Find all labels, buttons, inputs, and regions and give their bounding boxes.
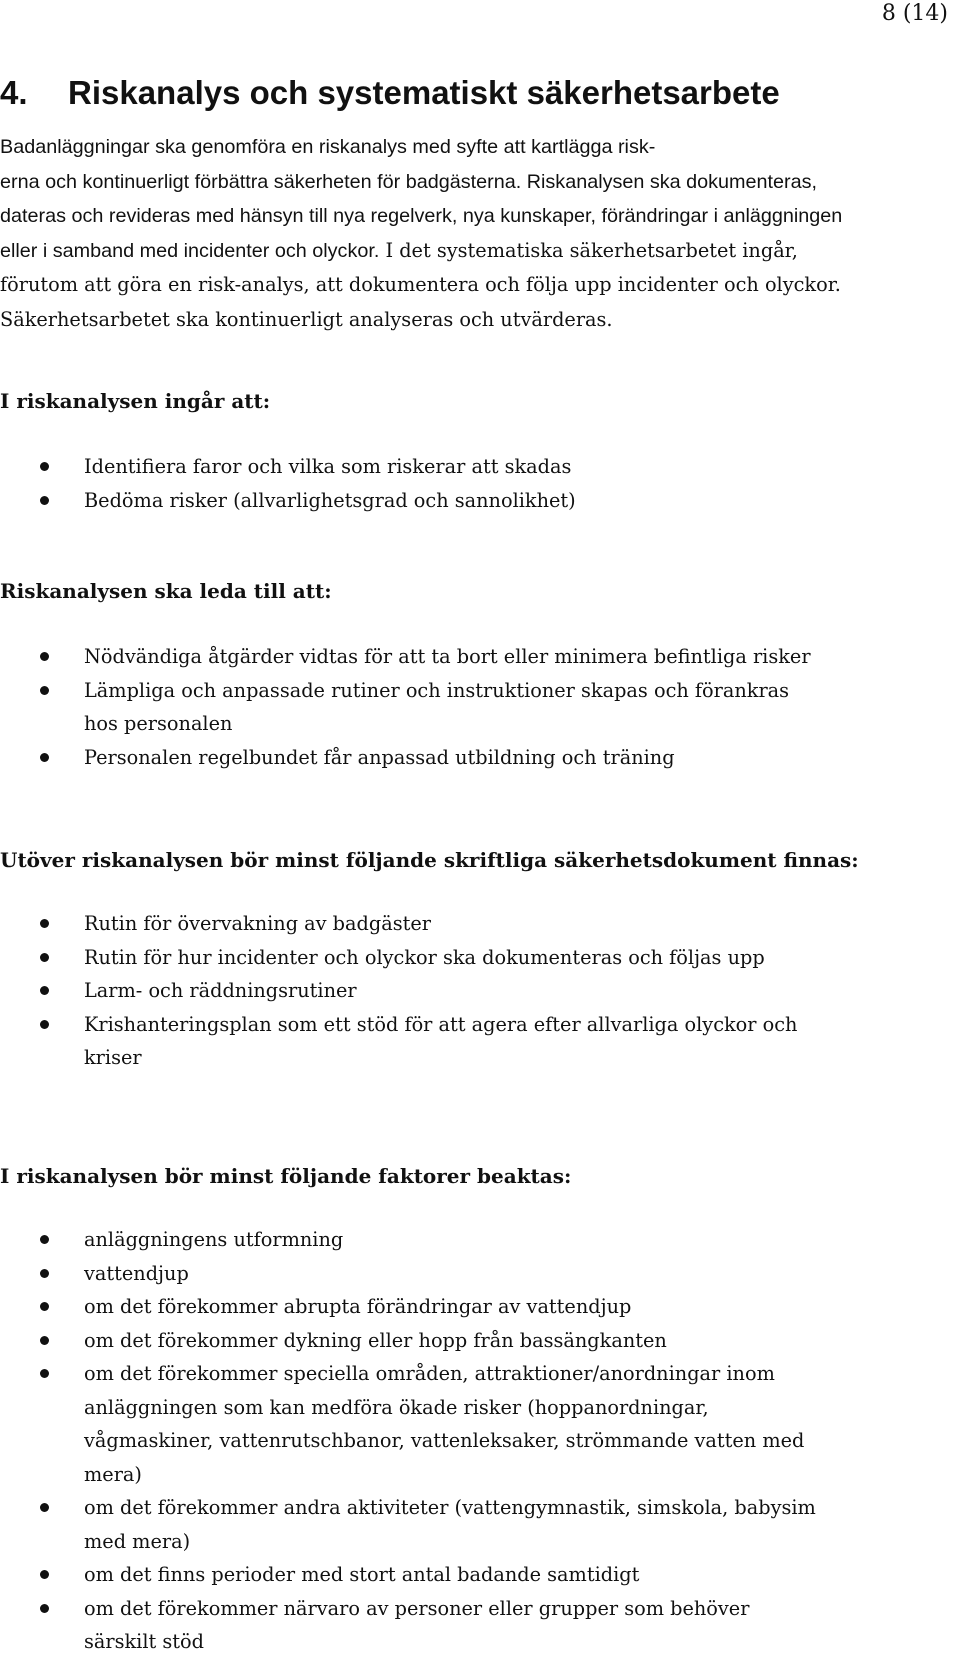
list-item-text: Rutin för övervakning av badgäster: [84, 912, 431, 935]
bullet-icon: [40, 1269, 49, 1278]
list-item: [0, 1257, 824, 1291]
section-riskanalys-ingar: [0, 384, 880, 517]
list-item: [0, 974, 824, 1008]
bullet-icon: [40, 1369, 49, 1378]
list-item-text: Nödvändiga åtgärder vidtas för att ta bort eller minimera befintliga risker: [84, 645, 811, 668]
list-item-text: om det förekommer dykning eller hopp från bassängkanten: [84, 1328, 667, 1352]
bullet-icon: [40, 1020, 49, 1029]
bullet-icon: [40, 1604, 49, 1613]
bullet-icon: [40, 1302, 49, 1311]
list-item: [0, 741, 824, 775]
section-heading: I riskanalysen bör minst följande faktorer beaktas:: [0, 1164, 572, 1188]
list-item: [0, 907, 824, 941]
intro-text-part4: I det systematiska säkerhetsarbetet ingår, förutom att göra en risk-analys, att dokumentera och följa upp incidenter och olyckor. Säkerhetsarbetet ska kontinuerligt analyseras och utvärderas.: [0, 238, 841, 331]
bullet-icon: [40, 496, 49, 505]
section-sakerhetsdokument: [0, 843, 880, 1075]
intro-text-part1: Badanläggningar ska genomföra en riskanalys med syfte att kartlägga risk-: [0, 136, 656, 158]
bullet-icon: [40, 652, 49, 661]
list-item-text: anläggningens utformning: [84, 1228, 344, 1251]
list-item: [0, 1592, 824, 1659]
bullet-icon: [40, 986, 49, 995]
list-item-text: Lämpliga och anpassade rutiner och instruktioner skapas och förankras hos personalen: [84, 678, 790, 735]
list-item-text: Identifiera faror och vilka som riskerar att skadas: [84, 455, 572, 478]
list-item: [0, 450, 824, 484]
section-leda-till: [0, 574, 880, 774]
bullet-list: [0, 450, 880, 517]
list-item: [0, 484, 824, 518]
bullet-list: [0, 1223, 880, 1659]
section-heading: Utöver riskanalysen bör minst följande skriftliga säkerhetsdokument finnas:: [0, 848, 859, 872]
list-item: [0, 1491, 824, 1558]
chapter-title-text: Riskanalys och systematiskt säkerhetsarbete: [68, 74, 780, 111]
bullet-icon: [40, 753, 49, 762]
list-item-text: Krishanteringsplan som ett stöd för att agera efter allvarliga olyckor och kriser: [84, 1012, 798, 1069]
list-item: [0, 1290, 824, 1324]
bullet-icon: [40, 1235, 49, 1244]
list-item: [0, 1324, 824, 1358]
list-item-text: Bedöma risker (allvarlighetsgrad och sannolikhet): [84, 488, 576, 512]
list-item-text: Larm- och räddningsrutiner: [84, 979, 357, 1002]
section-heading: Riskanalysen ska leda till att:: [0, 579, 332, 603]
bullet-list: [0, 640, 880, 774]
bullet-icon: [40, 1570, 49, 1579]
bullet-list: [0, 907, 880, 1075]
list-item-text: Personalen regelbundet får anpassad utbildning och träning: [84, 745, 675, 769]
chapter-title: [0, 70, 780, 116]
bullet-icon: [40, 1503, 49, 1512]
list-item: [0, 1008, 824, 1075]
list-item: [0, 1357, 824, 1491]
list-item: [0, 640, 824, 674]
bullet-icon: [40, 1336, 49, 1345]
list-item: [0, 941, 824, 975]
intro-text-part2: erna och kontinuerligt förbättra säkerheten för badgästerna.: [0, 170, 522, 193]
bullet-icon: [40, 686, 49, 695]
section-heading: I riskanalysen ingår att:: [0, 389, 271, 413]
list-item-text: om det förekommer andra aktiviteter (vattengymnastik, simskola, babysim med mera): [84, 1496, 816, 1553]
list-item-text: om det förekommer närvaro av personer eller grupper som behöver särskilt stöd: [84, 1596, 750, 1653]
list-item-text: om det finns perioder med stort antal badande samtidigt: [84, 1563, 640, 1586]
list-item: [0, 1558, 824, 1592]
page-number: 8 (14): [881, 1, 948, 26]
intro-text-part3: Riskanalysen ska dokumenteras, dateras och revideras med hänsyn till nya regelverk, nya kunskaper, förändringar i anläggningen eller i samband med incidenter och olyckor.: [0, 170, 843, 262]
list-item-text: om det förekommer abrupta förändringar av vattendjup: [84, 1295, 632, 1318]
bullet-icon: [40, 919, 49, 928]
intro-paragraph: [0, 130, 860, 337]
list-item-text: om det förekommer speciella områden, attraktioner/anordningar inom anläggningen som kan medföra ökade risker (hoppanordningar, vågmaskiner, vattenrutschbanor, vattenleksaker, strömmande vatten med mera): [84, 1362, 805, 1486]
chapter-number: 4.: [0, 74, 28, 111]
list-item: [0, 674, 824, 741]
bullet-icon: [40, 462, 49, 471]
list-item-text: vattendjup: [84, 1261, 189, 1285]
bullet-icon: [40, 953, 49, 962]
section-faktorer: [0, 1159, 880, 1659]
list-item-text: Rutin för hur incidenter och olyckor ska dokumenteras och följas upp: [84, 945, 765, 969]
list-item: [0, 1223, 824, 1257]
